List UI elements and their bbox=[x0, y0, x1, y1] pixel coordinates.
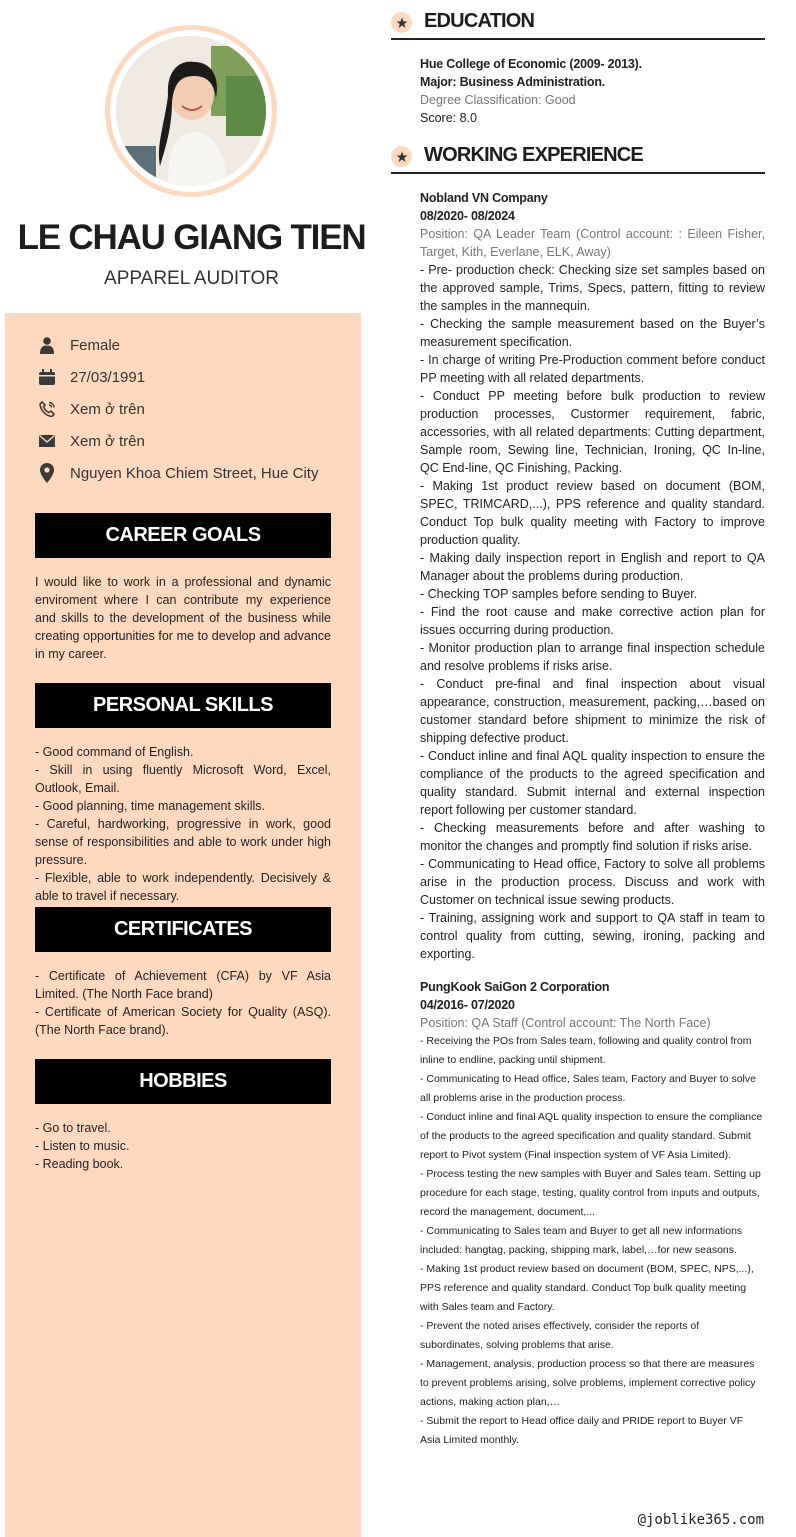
job-duty: - Communicating to Sales team and Buyer to get all new informations included: hangtag, packing, shipping mark, label,…for new seasons. bbox=[420, 1225, 743, 1256]
job-duty: - Pre- production check: Checking size set samples based on the approved sample, Trims, Specs, pattern, fitting to review the samples in the mannequin. bbox=[420, 263, 765, 313]
personal-skills-heading: PERSONAL SKILLS bbox=[35, 683, 331, 728]
footer-watermark: @joblike365.com bbox=[637, 1512, 764, 1528]
education-school: Hue College of Economic (2009- 2013). bbox=[420, 57, 642, 71]
user-icon bbox=[38, 336, 56, 354]
email-value: Xem ở trên bbox=[70, 432, 145, 450]
hobby-item: - Reading book. bbox=[35, 1157, 124, 1171]
profile-photo-illustration bbox=[116, 36, 266, 186]
job-duty: - Making 1st product review based on document (BOM, SPEC, TRIMCARD,...), PPS reference and quality standard. Conduct Top bulk quality meeting with Factory to improve production quality. bbox=[420, 479, 765, 547]
phone-icon bbox=[38, 400, 56, 418]
job-duty: - Checking the sample measurement based on the Buyer’s measurement specification. bbox=[420, 317, 765, 349]
gender-value: Female bbox=[70, 336, 121, 354]
education-details bbox=[420, 55, 765, 127]
job-position: Position: QA Leader Team (Control account: : Eileen Fisher, Target, Kith, Everlane, ELK, Away) bbox=[420, 227, 765, 259]
certificate-item: - Certificate of American Society for Quality (ASQ). (The North Face brand). bbox=[35, 1005, 331, 1037]
job-duty: - In charge of writing Pre-Production comment before conduct PP meeting with all related departments. bbox=[420, 353, 765, 385]
skill-item: - Flexible, able to work independently. Decisively & able to travel if necessary. bbox=[35, 871, 331, 903]
skill-item: - Good planning, time management skills. bbox=[35, 799, 265, 813]
career-goals-heading: CAREER GOALS bbox=[35, 513, 331, 558]
info-phone bbox=[38, 398, 145, 420]
job-duty: - Process testing the new samples with Buyer and Sales team. Setting up procedure for each stage, testing, quality control from inputs and outputs, record the management, document,... bbox=[420, 1168, 761, 1218]
mail-icon bbox=[38, 432, 56, 450]
star-icon bbox=[391, 146, 412, 167]
job-duty: - Checking TOP samples before sending to Buyer. bbox=[420, 587, 698, 601]
job-company: PungKook SaiGon 2 Corporation bbox=[420, 980, 610, 994]
experience-title: WORKING EXPERIENCE bbox=[424, 144, 643, 166]
job-nobland bbox=[420, 189, 765, 963]
address-value: Nguyen Khoa Chiem Street, Hue City bbox=[70, 464, 319, 482]
info-address bbox=[38, 462, 318, 484]
job-duty: - Conduct PP meeting before bulk production to review production processes, Custormer requirement, fabric, accessories, with all related departments: Cutting department, Sample room, Sewing line, Technician, Ironing, QC In-line, QC End-line, QC Finishing, Packing. bbox=[420, 389, 765, 475]
info-gender bbox=[38, 334, 120, 356]
hobby-item: - Go to travel. bbox=[35, 1121, 111, 1135]
job-duty: - Communicating to Head office, Factory to solve all problems arise in the production process. Discuss and work with Customer on technical issue sewing products. bbox=[420, 857, 765, 907]
career-goals-text: I would like to work in a professional and dynamic enviroment where I can contribute my experience and skills to the development of the business while creating opportunities for me to develop and advance in my career. bbox=[35, 575, 331, 661]
job-duty: - Receiving the POs from Sales team, following and quality control from inline to endline, packing until shipment. bbox=[420, 1035, 752, 1066]
calendar-icon bbox=[38, 368, 56, 386]
job-duty: - Find the root cause and make corrective action plan for issues occurring during production. bbox=[420, 605, 765, 637]
job-duty: - Making daily inspection report in English and report to QA Manager about the problems during production. bbox=[420, 551, 765, 583]
job-duty: - Conduct pre-final and final inspection about visual appearance, construction, measurement, packing,…based on customer standard before shipment to minimize the risk of shipping defective product. bbox=[420, 677, 765, 745]
hobbies-heading: HOBBIES bbox=[35, 1059, 331, 1104]
profile-photo-ring bbox=[105, 25, 277, 197]
education-title: EDUCATION bbox=[424, 10, 535, 32]
job-duty: - Training, assigning work and support to QA staff in team to control quality from cutting, sewing, ironing, packing and exporting. bbox=[420, 911, 765, 961]
job-company: Nobland VN Company bbox=[420, 191, 548, 205]
job-period: 04/2016- 07/2020 bbox=[420, 998, 515, 1012]
skill-item: - Careful, hardworking, progressive in work, good sense of responsibilities and able to work under high pressure. bbox=[35, 817, 331, 867]
candidate-name: LE CHAU GIANG TIEN bbox=[17, 218, 366, 257]
education-major: Major: Business Administration. bbox=[420, 75, 606, 89]
info-email bbox=[38, 430, 145, 452]
hobbies-list bbox=[35, 1119, 331, 1173]
job-duty: - Management, analysis, production process so that there are measures to prevent problems arising, solve problems, implement corrective policy actions, making action plan,… bbox=[420, 1358, 756, 1408]
certificates-heading: CERTIFICATES bbox=[35, 907, 331, 952]
candidate-role: APPAREL AUDITOR bbox=[104, 268, 279, 289]
job-duty: - Conduct inline and final AQL quality inspection to ensure the compliance of the products to the agreed specification and quality standard. Submit internal and external inspection report following per customer standard. bbox=[420, 749, 765, 817]
certificate-item: - Certificate of Achievement (CFA) by VF Asia Limited. (The North Face brand) bbox=[35, 969, 331, 1001]
job-duty: - Conduct inline and final AQL quality inspection to ensure the compliance of the products to the agreed specification and quality standard. Submit report to Pivot system (Final inspection system of VF Asia Limited). bbox=[420, 1111, 763, 1161]
skill-item: - Skill in using fluently Microsoft Word, Excel, Outlook, Email. bbox=[35, 763, 331, 795]
certificates-list bbox=[35, 967, 331, 1039]
job-duty: - Making 1st product review based on document (BOM, SPEC, NPS,...), PPS reference and quality standard. Conduct Top bulk quality meeting with Sales team and Factory. bbox=[420, 1263, 754, 1313]
job-duty: - Submit the report to Head office daily and PRIDE report to Buyer VF Asia Limited monthly. bbox=[420, 1415, 744, 1446]
experience-header bbox=[391, 144, 765, 174]
education-score: Score: 8.0 bbox=[420, 111, 477, 125]
phone-value: Xem ở trên bbox=[70, 400, 145, 418]
birthday-value: 27/03/1991 bbox=[70, 368, 146, 386]
education-header bbox=[391, 10, 765, 40]
job-duty: - Communicating to Head office, Sales team, Factory and Buyer to solve all problems arise in the production process. bbox=[420, 1073, 756, 1104]
job-position: Position: QA Staff (Control account: The North Face) bbox=[420, 1016, 711, 1030]
job-duty: - Prevent the noted arises effectively, consider the reports of subordinates, solving problems that arise. bbox=[420, 1320, 700, 1351]
job-duty: - Checking measurements before and after washing to monitor the changes and promptly find solution if risks arise. bbox=[420, 821, 765, 853]
skill-item: - Good command of English. bbox=[35, 745, 194, 759]
personal-skills-list bbox=[35, 743, 331, 905]
job-duty: - Monitor production plan to arrange final inspection schedule and resolve problems if risks arise. bbox=[420, 641, 765, 673]
job-pungkook bbox=[420, 978, 765, 1450]
star-icon bbox=[391, 12, 412, 33]
education-degree: Degree Classification: Good bbox=[420, 93, 576, 107]
job-period: 08/2020- 08/2024 bbox=[420, 209, 515, 223]
info-birthday bbox=[38, 366, 145, 388]
location-icon bbox=[38, 464, 56, 482]
hobby-item: - Listen to music. bbox=[35, 1139, 130, 1153]
profile-photo bbox=[116, 36, 266, 186]
